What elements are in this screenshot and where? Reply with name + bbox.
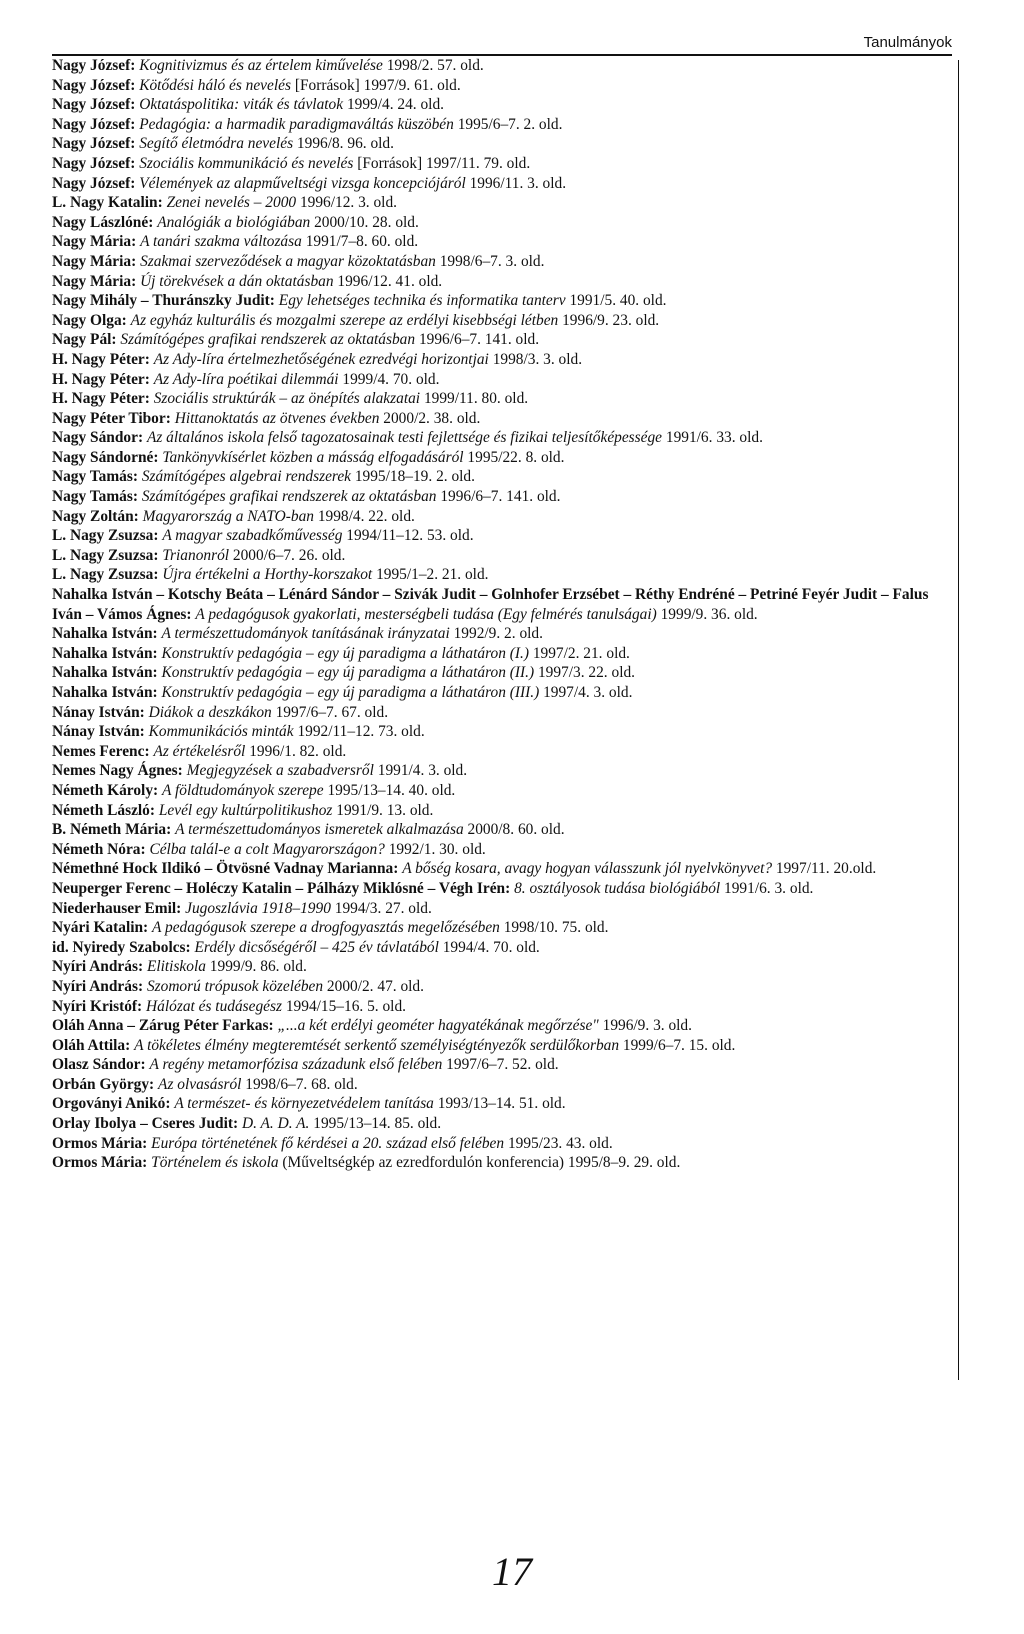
entry-author: Nagy József:: [52, 57, 136, 74]
entry-author: Neuperger Ferenc – Holéczy Katalin – Pálházy Miklósné – Végh Irén:: [52, 879, 511, 897]
entry-title: Oktatáspolitika: viták és távlatok: [139, 96, 344, 114]
entry-title: Hálózat és tudásegész: [146, 997, 282, 1015]
bibliography-entry: [52, 448, 944, 468]
entry-reference: 1994/11–12. 53. old.: [346, 527, 474, 545]
entry-author: Nemes Nagy Ágnes:: [52, 762, 183, 780]
entry-reference: 1991/9. 13. old.: [336, 801, 434, 819]
entry-author: Nagy Mária:: [52, 252, 137, 270]
entry-author: Nahalka István:: [52, 684, 158, 701]
entry-title: A tökéletes élmény megteremtését serkentő személyiségtényezők serdülőkorban: [134, 1036, 620, 1054]
entry-author: Nagy Zoltán:: [52, 507, 139, 525]
entry-reference: 1997/4. 3. old.: [543, 684, 633, 701]
entry-title: Levél egy kultúrpolitikushoz: [158, 801, 333, 819]
entry-reference: 1994/15–16. 5. old.: [285, 997, 406, 1015]
entry-title: Megjegyzések a szabadversről: [186, 762, 374, 780]
entry-reference: 1996/1. 82. old.: [249, 742, 347, 760]
entry-reference: 1994/3. 27. old.: [334, 899, 432, 917]
bibliography-entry: [52, 879, 944, 899]
entry-author: H. Nagy Péter:: [52, 390, 150, 408]
page-number: 17: [492, 1549, 532, 1594]
bibliography-entry: [52, 781, 944, 801]
entry-reference: 1995/23. 43. old.: [507, 1134, 613, 1152]
entry-reference: 1993/13–14. 51. old.: [437, 1095, 566, 1113]
entry-reference: 1992/9. 2. old.: [453, 625, 543, 643]
bibliography-entry: [52, 624, 944, 644]
entry-reference: 1991/4. 3. old.: [377, 762, 468, 780]
entry-title: Kötődési háló és nevelés: [139, 76, 291, 94]
bibliography-entry: [52, 115, 944, 135]
entry-author: Németh László:: [52, 801, 156, 819]
bibliography-entry: [52, 1094, 944, 1114]
bibliography-entry: [52, 957, 944, 977]
bibliography-entry: [52, 232, 944, 252]
entry-title: Erdély dicsőségéről – 425 év távlatából: [194, 938, 439, 956]
entry-title: Diákok a deszkákon: [148, 703, 272, 721]
entry-title: Szomorú trópusok közelében: [146, 977, 324, 995]
entry-author: Nagy Sándorné:: [52, 448, 159, 466]
entry-author: Nagy József:: [52, 174, 136, 192]
bibliography-entry: [52, 1075, 944, 1095]
entry-reference: 1997/11. 20.old.: [775, 860, 877, 878]
entry-reference: 1996/12. 3. old.: [299, 194, 398, 212]
entry-author: Olasz Sándor:: [52, 1056, 146, 1074]
entry-title: Az Ady-líra poétikai dilemmái: [153, 370, 339, 388]
entry-reference: 1999/11. 80. old.: [423, 390, 529, 408]
bibliography-entry: [52, 997, 944, 1017]
entry-author: Nagy Mária:: [52, 272, 137, 290]
entry-author: H. Nagy Péter:: [52, 350, 150, 368]
entry-reference: 1999/9. 36. old.: [660, 605, 758, 623]
entry-author: Nánay István:: [52, 703, 145, 721]
bibliography-entry: [52, 272, 944, 292]
bibliography-entry: [52, 311, 944, 331]
entry-author: Nagy József:: [52, 96, 136, 114]
entry-reference: 1996/6–7. 141. old.: [440, 488, 561, 506]
entry-reference: 1999/4. 24. old.: [346, 96, 444, 114]
entry-author: Orgoványi Anikó:: [52, 1095, 171, 1113]
entry-reference: 1996/8. 96. old.: [296, 135, 394, 153]
bibliography-entry: [52, 174, 944, 194]
entry-reference: 1992/1. 30. old.: [388, 840, 486, 858]
entry-title: Analógiák a biológiában: [157, 213, 311, 231]
entry-title: Célba talál-e a colt Magyarországon?: [149, 840, 385, 858]
entry-title: Számítógépes grafikai rendszerek az oktatásban: [120, 331, 416, 349]
entry-author: Nagy József:: [52, 115, 136, 133]
entry-author: Nagy Tamás:: [52, 468, 138, 486]
entry-title: Kommunikációs minták: [148, 723, 294, 741]
entry-title: Szociális struktúrák – az önépítés alakzatai: [153, 390, 421, 408]
entry-author: Niederhauser Emil:: [52, 899, 182, 917]
entry-reference: 1997/6–7. 52. old.: [446, 1056, 559, 1074]
bibliography-list: [52, 56, 944, 1173]
bibliography-entry: [52, 487, 944, 507]
entry-author: Nagy József:: [52, 76, 136, 94]
entry-title: Az olvasásról: [158, 1075, 242, 1093]
entry-reference: 1999/4. 70. old.: [342, 370, 440, 388]
entry-title: Az általános iskola felső tagozatosainak testi fejlettsége és fizikai teljesítőképessége: [146, 429, 663, 447]
entry-reference: 1996/12. 41. old.: [337, 272, 443, 290]
entry-title: Elitiskola: [146, 958, 206, 976]
entry-title: A tanári szakma változása: [140, 233, 302, 251]
entry-reference: 2000/2. 38. old.: [383, 409, 481, 427]
entry-author: L. Nagy Katalin:: [52, 194, 163, 212]
entry-author: Nyári Katalin:: [52, 919, 149, 937]
entry-title: Egy lehetséges technika és informatika tanterv: [278, 292, 566, 310]
bibliography-entry: [52, 95, 944, 115]
entry-author: Nagy Sándor:: [52, 429, 144, 447]
entry-reference: 1995/1–2. 21. old.: [376, 566, 489, 584]
entry-author: Nagy Mária:: [52, 233, 137, 251]
entry-author: Németh Nóra:: [52, 840, 146, 858]
entry-title: Konstruktív pedagógia – egy új paradigma a láthatáron (I.): [161, 644, 529, 662]
bibliography-entry: [52, 546, 944, 566]
bibliography-entry: [52, 467, 944, 487]
bibliography-entry: [52, 1134, 944, 1154]
entry-title: Konstruktív pedagógia – egy új paradigma a láthatáron (II.): [161, 664, 535, 682]
entry-title: Tankönyvkísérlet közben a másság elfogadásáról: [162, 448, 464, 466]
bibliography-entry: [52, 977, 944, 997]
entry-reference: (Műveltségkép az ezredfordulón konferencia) 1995/8–9. 29. old.: [282, 1154, 681, 1172]
entry-reference: 2000/8. 60. old.: [467, 821, 565, 839]
entry-reference: 1994/4. 70. old.: [442, 938, 540, 956]
bibliography-entry: [52, 938, 944, 958]
entry-reference: 1997/6–7. 67. old.: [275, 703, 389, 721]
bibliography-entry: [52, 1114, 944, 1134]
entry-reference: 1996/9. 3. old.: [602, 1017, 692, 1035]
bibliography-entry: [52, 840, 944, 860]
entry-reference: 1998/6–7. 68. old.: [245, 1075, 358, 1093]
entry-reference: [Források] 1997/9. 61. old.: [294, 76, 461, 94]
entry-title: A földtudományok szerepe: [162, 781, 324, 799]
entry-author: Nahalka István:: [52, 644, 158, 662]
bibliography-entry: [52, 389, 944, 409]
bibliography-entry: [52, 1153, 944, 1173]
bibliography-entry: [52, 370, 944, 390]
entry-title: D. A. D. A.: [241, 1115, 310, 1133]
entry-author: Nemes Ferenc:: [52, 742, 150, 760]
entry-reference: 2000/10. 28. old.: [314, 213, 419, 231]
entry-author: Nyíri Kristóf:: [52, 997, 143, 1015]
entry-title: Új törekvések a dán oktatásban: [140, 272, 334, 290]
entry-reference: 1992/11–12. 73. old.: [297, 723, 425, 741]
entry-author: Ormos Mária:: [52, 1154, 148, 1172]
entry-author: Nagy Olga:: [52, 311, 127, 329]
section-title: Tanulmányok: [863, 34, 952, 51]
entry-reference: 1996/11. 3. old.: [469, 174, 567, 192]
entry-title: Trianonról: [162, 546, 230, 564]
bibliography-entry: [52, 507, 944, 527]
bibliography-entry: [52, 1036, 944, 1056]
entry-title: Az értékelésről: [153, 742, 246, 760]
entry-author: Nahalka István:: [52, 664, 158, 682]
entry-author: Orbán György:: [52, 1075, 155, 1093]
entry-title: A bőség kosara, avagy hogyan válasszunk jól nyelvkönyvet?: [402, 860, 773, 878]
entry-author: Nahalka István – Kotschy Beáta – Lénárd Sándor – Szivák Judit – Golnhofer Erzsébet – Réthy Endréné – Petriné Feyér Judit – Falus Iván – Vámos Ágnes:: [52, 586, 929, 623]
entry-reference: 1991/7–8. 60. old.: [305, 233, 419, 251]
bibliography-entry: [52, 154, 944, 174]
entry-reference: 2000/2. 47. old.: [326, 977, 424, 995]
entry-reference: 1996/9. 23. old.: [562, 311, 660, 329]
entry-reference: 1997/2. 21. old.: [532, 644, 630, 662]
entry-reference: 1996/6–7. 141. old.: [418, 331, 540, 349]
entry-author: Nagy József:: [52, 154, 136, 172]
bibliography-entry: [52, 761, 944, 781]
entry-author: Nánay István:: [52, 723, 145, 741]
entry-title: Segítő életmódra nevelés: [139, 135, 294, 153]
entry-author: Németh Károly:: [52, 781, 159, 799]
entry-reference: 1999/9. 86. old.: [209, 958, 307, 976]
column-rule: [958, 60, 959, 1380]
bibliography-entry: [52, 526, 944, 546]
bibliography-entry: [52, 56, 944, 76]
entry-author: Nagy Lászlóné:: [52, 213, 154, 231]
entry-title: A pedagógusok gyakorlati, mesterségbeli tudása (Egy felmérés tanulságai): [195, 605, 657, 623]
entry-author: Ormos Mária:: [52, 1134, 148, 1152]
entry-author: Nagy Péter Tibor:: [52, 409, 171, 427]
entry-title: Az Ady-líra értelmezhetőségének ezredvégi horizontjai: [153, 350, 489, 368]
bibliography-entry: [52, 134, 944, 154]
entry-title: A pedagógusok szerepe a drogfogyasztás megelőzésében: [152, 919, 500, 937]
entry-title: Jugoszlávia 1918–1990: [185, 899, 331, 917]
bibliography-entry: [52, 291, 944, 311]
entry-author: L. Nagy Zsuzsa:: [52, 546, 159, 564]
entry-author: Nagy Tamás:: [52, 488, 138, 506]
entry-title: Számítógépes grafikai rendszerek az oktatásban: [141, 488, 437, 506]
entry-reference: 1995/18–19. 2. old.: [354, 468, 475, 486]
bibliography-entry: [52, 1016, 944, 1036]
entry-reference: 1997/3. 22. old.: [537, 664, 636, 682]
bibliography-entry: [52, 859, 944, 879]
entry-title: „...a két erdélyi geométer hagyatékának megőrzése": [277, 1017, 599, 1035]
bibliography-entry: [52, 918, 944, 938]
entry-author: id. Nyiredy Szabolcs:: [52, 938, 191, 956]
entry-author: L. Nagy Zsuzsa:: [52, 566, 159, 584]
entry-title: A természettudományos ismeretek alkalmazása: [175, 821, 464, 839]
entry-title: Hittanoktatás az ötvenes években: [174, 409, 380, 427]
entry-author: B. Németh Mária:: [52, 821, 172, 839]
bibliography-entry: [52, 899, 944, 919]
entry-title: Szociális kommunikáció és nevelés: [139, 154, 354, 172]
bibliography-entry: [52, 1055, 944, 1075]
entry-title: Számítógépes algebrai rendszerek: [141, 468, 351, 486]
entry-title: Az egyház kulturális és mozgalmi szerepe az erdélyi kisebbségi létben: [130, 311, 559, 329]
bibliography-entry: [52, 428, 944, 448]
entry-author: Oláh Attila:: [52, 1036, 131, 1054]
bibliography-entry: [52, 703, 944, 723]
entry-title: A magyar szabadkőművesség: [162, 527, 343, 545]
entry-title: A természettudományok tanításának irányzatai: [161, 625, 450, 643]
entry-title: Európa történetének fő kérdései a 20. század első felében: [151, 1134, 505, 1152]
entry-author: Nagy Mihály – Thuránszky Judit:: [52, 292, 275, 310]
entry-reference: 1998/10. 75. old.: [503, 919, 609, 937]
bibliography-entry: [52, 76, 944, 96]
bibliography-entry: [52, 644, 944, 664]
entry-author: L. Nagy Zsuzsa:: [52, 527, 159, 545]
entry-title: A természet- és környezetvédelem tanítása: [174, 1095, 434, 1113]
entry-title: Magyarország a NATO-ban: [142, 507, 314, 525]
entry-author: H. Nagy Péter:: [52, 370, 150, 388]
bibliography-entry: [52, 742, 944, 762]
entry-reference: 1995/13–14. 85. old.: [313, 1115, 442, 1133]
entry-title: A regény metamorfózisa századunk első felében: [149, 1056, 443, 1074]
entry-reference: 1998/6–7. 3. old.: [439, 252, 545, 270]
entry-author: Nyíri András:: [52, 977, 144, 995]
bibliography-entry: [52, 350, 944, 370]
entry-title: 8. osztályosok tudása biológiából: [514, 879, 721, 897]
entry-title: Kognitivizmus és az értelem kiművelése: [139, 57, 383, 74]
entry-reference: 1995/13–14. 40. old.: [327, 781, 456, 799]
entry-reference: [Források] 1997/11. 79. old.: [357, 154, 531, 172]
bibliography-entry: [52, 565, 944, 585]
bibliography-entry: [52, 409, 944, 429]
entry-author: Nagy Pál:: [52, 331, 117, 349]
entry-title: Történelem és iskola: [151, 1154, 279, 1172]
bibliography-entry: [52, 683, 944, 703]
entry-reference: 1998/2. 57. old.: [386, 57, 484, 74]
bibliography-entry: [52, 663, 944, 683]
entry-author: Orlay Ibolya – Cseres Judit:: [52, 1115, 239, 1133]
entry-title: Konstruktív pedagógia – egy új paradigma a láthatáron (III.): [161, 684, 540, 701]
entry-reference: 1998/3. 3. old.: [492, 350, 583, 368]
entry-title: Zenei nevelés – 2000: [166, 194, 297, 212]
entry-author: Nahalka István:: [52, 625, 158, 643]
entry-reference: 1998/4. 22. old.: [317, 507, 415, 525]
entry-title: Pedagógia: a harmadik paradigmaváltás küszöbén: [139, 115, 454, 133]
entry-author: Némethné Hock Ildikó – Ötvösné Vadnay Marianna:: [52, 860, 399, 878]
entry-author: Oláh Anna – Zárug Péter Farkas:: [52, 1017, 274, 1035]
entry-title: Újra értékelni a Horthy-korszakot: [162, 566, 373, 584]
bibliography-entry: [52, 801, 944, 821]
bibliography-entry: [52, 252, 944, 272]
bibliography-entry: [52, 722, 944, 742]
page-header: [52, 28, 952, 56]
entry-reference: 1999/6–7. 15. old.: [622, 1036, 736, 1054]
entry-reference: 2000/6–7. 26. old.: [232, 546, 346, 564]
entry-author: Nyíri András:: [52, 958, 144, 976]
entry-reference: 1995/6–7. 2. old.: [457, 115, 563, 133]
entry-reference: 1991/5. 40. old.: [569, 292, 667, 310]
bibliography-entry: [52, 330, 944, 350]
bibliography-entry: [52, 193, 944, 213]
bibliography-entry: [52, 820, 944, 840]
entry-title: Vélemények az alapműveltségi vizsga koncepciójáról: [139, 174, 466, 192]
entry-reference: 1991/6. 3. old.: [724, 879, 814, 897]
bibliography-entry: [52, 213, 944, 233]
entry-reference: 1995/22. 8. old.: [467, 448, 565, 466]
entry-reference: 1991/6. 33. old.: [665, 429, 763, 447]
entry-author: Nagy József:: [52, 135, 136, 153]
entry-title: Szakmai szerveződések a magyar közoktatásban: [140, 252, 436, 270]
bibliography-entry: [52, 585, 944, 624]
